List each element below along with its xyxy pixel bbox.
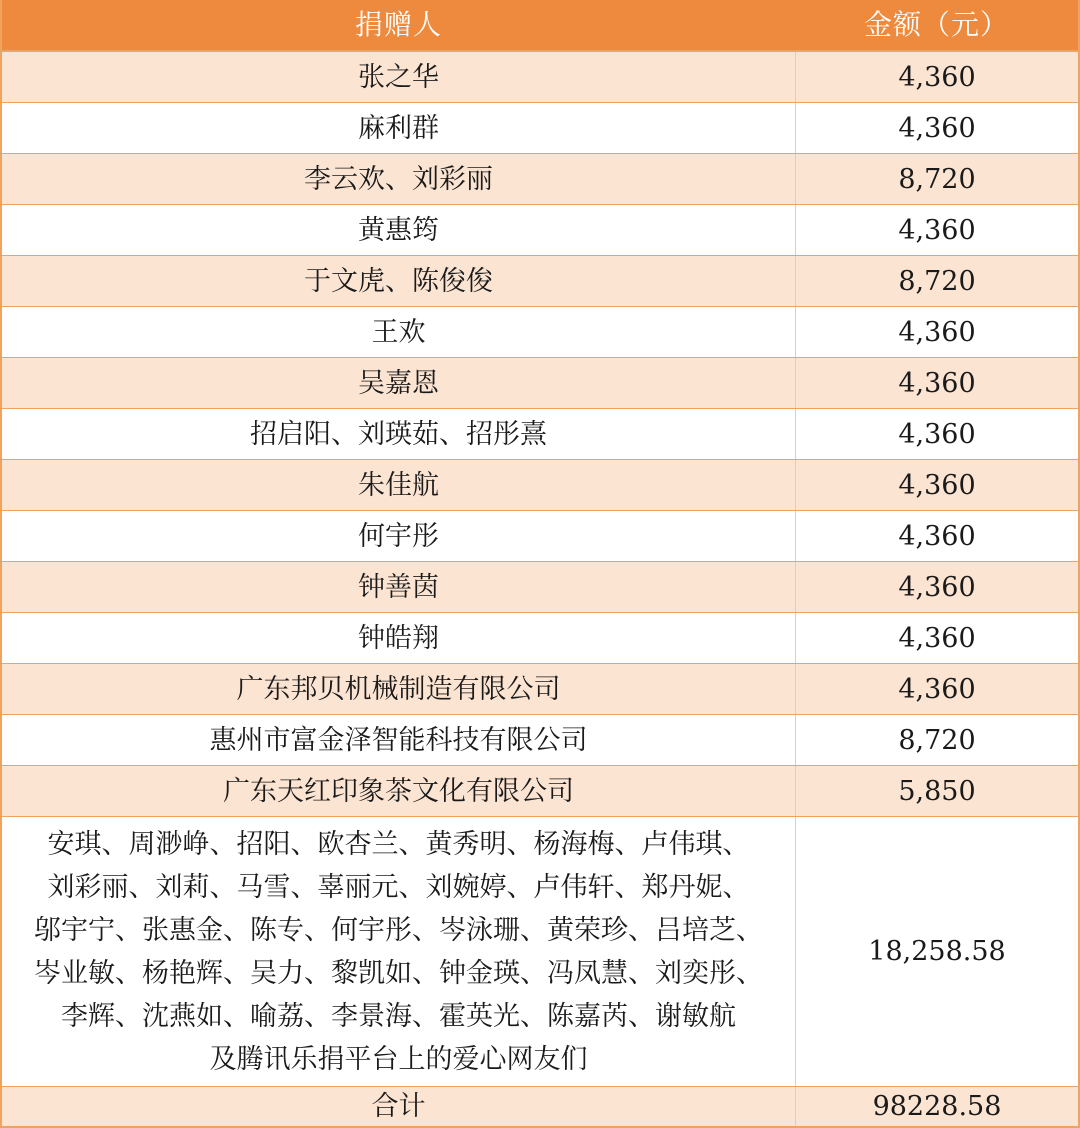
- table-row: [2, 154, 1078, 205]
- donation-amount: 8,720: [795, 715, 1078, 765]
- donor-name: 广东邦贝机械制造有限公司: [236, 673, 561, 705]
- donation-amount: 4,360: [795, 52, 1078, 102]
- group-donors-line: 及腾讯乐捐平台上的爱心网友们: [209, 1043, 588, 1075]
- table-row: [2, 664, 1078, 715]
- donor-name: 王欢: [371, 316, 426, 348]
- header-amount: 金额（元）: [863, 8, 1009, 41]
- table-row: [2, 460, 1078, 511]
- donation-amount: 4,360: [795, 307, 1078, 357]
- table-row: [2, 511, 1078, 562]
- donor-name: 广东天红印象茶文化有限公司: [223, 775, 574, 807]
- table-header: [2, 0, 1078, 52]
- table-row: [2, 358, 1078, 409]
- table-body: [2, 52, 1078, 817]
- group-donors-line: 安琪、周渺峥、招阳、欧杏兰、黄秀明、杨海梅、卢伟琪、: [47, 828, 750, 860]
- table-row: [2, 562, 1078, 613]
- donation-amount: 4,360: [795, 103, 1078, 153]
- donor-name: 李云欢、刘彩丽: [304, 163, 493, 195]
- donor-name: 吴嘉恩: [358, 367, 439, 399]
- donation-amount: 4,360: [795, 460, 1078, 510]
- donation-amount: 4,360: [795, 358, 1078, 408]
- donation-amount: 4,360: [795, 511, 1078, 561]
- donor-name: 张之华: [358, 61, 439, 93]
- group-donors: [2, 817, 795, 1086]
- header-donor: 捐赠人: [354, 8, 442, 41]
- donor-name: 于文虎、陈俊俊: [304, 265, 493, 297]
- group-amount: 18,258.58: [795, 817, 1078, 1086]
- table-row: [2, 715, 1078, 766]
- group-donors-line: 岑业敏、杨艳辉、吴力、黎凯如、钟金瑛、冯凤慧、刘奕彤、: [34, 957, 763, 989]
- total-amount: 98228.58: [795, 1087, 1078, 1126]
- donation-amount: 4,360: [795, 562, 1078, 612]
- group-donors-line: 邬宇宁、张惠金、陈专、何宇彤、岑泳珊、黄荣珍、吕培芝、: [34, 914, 763, 946]
- table-row: [2, 103, 1078, 154]
- table-row-group: [2, 817, 1078, 1087]
- table-row: [2, 205, 1078, 256]
- table-row: [2, 766, 1078, 817]
- donation-amount: 8,720: [795, 154, 1078, 204]
- table-row: [2, 613, 1078, 664]
- donation-amount: 5,850: [795, 766, 1078, 816]
- group-donors-line: 李辉、沈燕如、喻荔、李景海、霍英光、陈嘉芮、谢敏航: [61, 1000, 736, 1032]
- donation-amount: 4,360: [795, 613, 1078, 663]
- donation-amount: 4,360: [795, 664, 1078, 714]
- donation-amount: 4,360: [795, 409, 1078, 459]
- table-row-total: [2, 1087, 1078, 1128]
- donation-amount: 4,360: [795, 205, 1078, 255]
- donor-name: 何宇彤: [358, 520, 439, 552]
- donation-amount: 8,720: [795, 256, 1078, 306]
- table-row: [2, 307, 1078, 358]
- donor-name: 黄惠筠: [358, 214, 439, 246]
- donor-name: 惠州市富金泽智能科技有限公司: [209, 724, 588, 756]
- table-row: [2, 256, 1078, 307]
- group-donors-line: 刘彩丽、刘莉、马雪、辜丽元、刘婉婷、卢伟轩、郑丹妮、: [47, 871, 750, 903]
- table-row: [2, 409, 1078, 460]
- donor-name: 钟皓翔: [358, 622, 439, 654]
- donor-name: 招启阳、刘瑛茹、招彤熹: [250, 418, 547, 450]
- total-label: 合计: [371, 1091, 426, 1122]
- donor-name: 麻利群: [358, 112, 439, 144]
- donor-name: 朱佳航: [358, 469, 439, 501]
- table-row: [2, 52, 1078, 103]
- donor-name: 钟善茵: [358, 571, 439, 603]
